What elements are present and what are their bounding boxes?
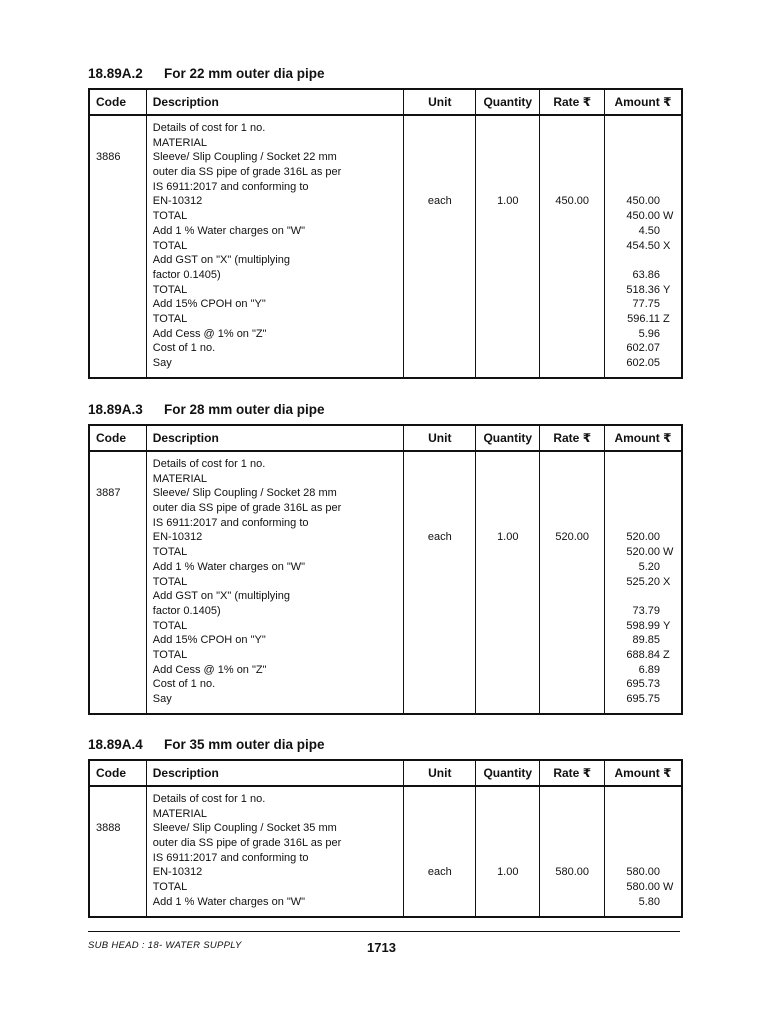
total-marker — [660, 836, 677, 851]
description-line: EN-10312 — [152, 195, 203, 208]
total-marker — [660, 136, 677, 151]
total-marker — [660, 895, 677, 910]
description-line: Add 1 % Water charges on "W" — [152, 895, 306, 908]
quantity-cell — [476, 115, 540, 378]
amount-value: 695.75 — [626, 693, 660, 705]
amount-value: 4.50 — [638, 224, 660, 237]
description-line: Add 15% CPOH on "Y" — [152, 298, 266, 311]
total-marker — [660, 501, 677, 516]
amount-value: 6.89 — [638, 663, 660, 676]
total-marker — [660, 692, 677, 707]
amount-line — [611, 283, 677, 298]
description-line: Sleeve/ Slip Coupling / Socket 22 mm — [152, 151, 337, 164]
rate-value: 450.00 — [555, 195, 590, 208]
amount-line — [611, 501, 677, 516]
total-marker — [660, 150, 677, 165]
amount-line — [611, 165, 677, 180]
description-line: TOTAL — [152, 283, 188, 296]
amount-cell — [604, 115, 682, 378]
header-code: Code — [89, 89, 146, 115]
rate-value: 520.00 — [555, 531, 590, 544]
amount-line — [611, 604, 677, 619]
section-title: For 35 mm outer dia pipe — [164, 737, 325, 752]
description-line: MATERIAL — [152, 472, 207, 485]
section-heading — [88, 737, 325, 752]
header-unit: Unit — [404, 89, 476, 115]
description-line: Add Cess @ 1% on "Z" — [152, 327, 267, 340]
amount-value: 520.00 — [626, 546, 660, 559]
table-row — [89, 115, 682, 378]
amount-line — [611, 648, 677, 663]
quantity-value: 1.00 — [497, 531, 519, 544]
rate-cell — [540, 451, 604, 714]
header-quantity: Quantity — [476, 89, 540, 115]
amount-line — [611, 327, 677, 342]
description-line: Add GST on "X" (multiplying — [152, 254, 290, 267]
total-marker — [660, 268, 677, 283]
unit-cell — [404, 786, 476, 917]
amount-line — [611, 472, 677, 487]
description-cell — [146, 786, 404, 917]
total-marker: X — [663, 575, 671, 588]
table-header-row — [89, 89, 682, 115]
amount-value: 598.99 — [626, 619, 660, 632]
description-line: TOTAL — [152, 239, 188, 252]
amount-value: 520.00 — [626, 531, 660, 544]
amount-line — [611, 851, 677, 866]
total-marker — [660, 851, 677, 866]
unit-value: each — [427, 195, 452, 208]
amount-cell — [604, 451, 682, 714]
header-code: Code — [89, 760, 146, 786]
rate-cell — [540, 115, 604, 378]
total-marker: Z — [663, 648, 670, 661]
description-line: factor 0.1405) — [152, 268, 221, 281]
amount-value: 450.00 — [626, 195, 660, 208]
total-marker: W — [663, 546, 674, 559]
total-marker — [660, 516, 677, 531]
total-marker — [660, 194, 677, 209]
amount-value: 77.75 — [632, 298, 660, 311]
amount-line — [611, 239, 677, 254]
description-line: TOTAL — [152, 312, 188, 325]
section-title: For 28 mm outer dia pipe — [164, 402, 325, 417]
section-number: 18.89A.4 — [88, 737, 143, 752]
amount-line — [611, 530, 677, 545]
header-rate: Rate ₹ — [540, 760, 604, 786]
amount-line — [611, 807, 677, 822]
amount-line — [611, 224, 677, 239]
code-cell — [89, 115, 146, 378]
item-code: 3887 — [96, 487, 121, 500]
amount-value: 454.50 — [626, 239, 660, 252]
header-rate: Rate ₹ — [540, 425, 604, 451]
total-marker — [660, 356, 677, 371]
description-line: MATERIAL — [152, 807, 207, 820]
description-line: Add 15% CPOH on "Y" — [152, 634, 266, 647]
amount-value: 580.00 — [626, 866, 660, 879]
amount-value: 450.00 — [626, 210, 660, 223]
amount-line — [611, 297, 677, 312]
amount-line — [611, 836, 677, 851]
total-marker — [660, 472, 677, 487]
section-heading — [88, 402, 325, 417]
description-line: EN-10312 — [152, 866, 203, 879]
footer-subhead: SUB HEAD : 18- WATER SUPPLY — [88, 940, 242, 951]
amount-line — [611, 356, 677, 371]
amount-line — [611, 180, 677, 195]
total-marker — [660, 486, 677, 501]
description-cell — [146, 451, 404, 714]
description-line: TOTAL — [152, 575, 188, 588]
header-quantity: Quantity — [476, 425, 540, 451]
description-cell — [146, 115, 404, 378]
total-marker: Z — [663, 312, 670, 325]
description-line: Say — [152, 693, 172, 705]
description-line: MATERIAL — [152, 136, 207, 149]
amount-line — [611, 575, 677, 590]
description-line: EN-10312 — [152, 531, 203, 544]
description-line: Cost of 1 no. — [152, 678, 216, 691]
unit-value: each — [427, 866, 452, 879]
quantity-value: 1.00 — [497, 866, 519, 879]
total-marker — [660, 604, 677, 619]
total-marker: Y — [663, 283, 671, 296]
total-marker — [660, 341, 677, 356]
unit-cell — [404, 115, 476, 378]
total-marker: X — [663, 239, 671, 252]
amount-value: 580.00 — [626, 881, 660, 894]
description-line: Cost of 1 no. — [152, 342, 216, 355]
header-unit: Unit — [404, 425, 476, 451]
total-marker — [660, 457, 677, 472]
rate-table — [88, 424, 683, 715]
total-marker — [660, 792, 677, 807]
amount-line — [611, 880, 677, 895]
total-marker — [660, 180, 677, 195]
section-number: 18.89A.2 — [88, 66, 143, 81]
total-marker: W — [663, 881, 674, 894]
total-marker — [660, 165, 677, 180]
table-row — [89, 451, 682, 714]
amount-line — [611, 341, 677, 356]
section-title: For 22 mm outer dia pipe — [164, 66, 325, 81]
page-number: 1713 — [367, 940, 396, 955]
amount-line — [611, 619, 677, 634]
description-line: IS 6911:2017 and conforming to — [152, 516, 309, 529]
description-line: TOTAL — [152, 619, 188, 632]
header-amount: Amount ₹ — [604, 760, 682, 786]
amount-line — [611, 589, 677, 604]
header-code: Code — [89, 425, 146, 451]
description-line: Add 1 % Water charges on "W" — [152, 224, 306, 237]
total-marker — [660, 589, 677, 604]
amount-value: 89.85 — [632, 634, 660, 647]
header-amount: Amount ₹ — [604, 425, 682, 451]
header-rate: Rate ₹ — [540, 89, 604, 115]
amount-line — [611, 633, 677, 648]
header-quantity: Quantity — [476, 760, 540, 786]
description-line: Say — [152, 357, 172, 369]
section-number: 18.89A.3 — [88, 402, 143, 417]
quantity-cell — [476, 786, 540, 917]
code-cell — [89, 451, 146, 714]
item-code: 3888 — [96, 822, 121, 835]
total-marker — [660, 297, 677, 312]
total-marker — [660, 530, 677, 545]
description-line: TOTAL — [152, 546, 188, 559]
rate-table — [88, 88, 683, 379]
description-line: IS 6911:2017 and conforming to — [152, 851, 309, 864]
amount-line — [611, 268, 677, 283]
rate-value: 580.00 — [555, 866, 590, 879]
unit-cell — [404, 451, 476, 714]
amount-value: 695.73 — [626, 678, 660, 691]
amount-value: 73.79 — [632, 604, 660, 617]
amount-line — [611, 677, 677, 692]
header-unit: Unit — [404, 760, 476, 786]
amount-line — [611, 821, 677, 836]
description-line: factor 0.1405) — [152, 604, 221, 617]
amount-line — [611, 150, 677, 165]
quantity-cell — [476, 451, 540, 714]
total-marker — [660, 633, 677, 648]
amount-line — [611, 895, 677, 910]
amount-line — [611, 692, 677, 707]
total-marker: Y — [663, 619, 671, 632]
amount-line — [611, 121, 677, 136]
amount-line — [611, 194, 677, 209]
description-line: TOTAL — [152, 648, 188, 661]
rate-cell — [540, 786, 604, 917]
quantity-value: 1.00 — [497, 195, 519, 208]
description-line: TOTAL — [152, 881, 188, 894]
description-line: outer dia SS pipe of grade 316L as per — [152, 837, 342, 850]
table-row — [89, 786, 682, 917]
amount-line — [611, 792, 677, 807]
amount-line — [611, 457, 677, 472]
footer-divider — [88, 931, 680, 932]
table-header-row — [89, 425, 682, 451]
amount-value: 688.84 — [626, 648, 660, 661]
item-code: 3886 — [96, 151, 121, 164]
total-marker — [660, 677, 677, 692]
amount-line — [611, 486, 677, 501]
amount-line — [611, 136, 677, 151]
description-line: Add GST on "X" (multiplying — [152, 590, 290, 603]
description-line: outer dia SS pipe of grade 316L as per — [152, 166, 342, 179]
amount-value: 5.96 — [638, 327, 660, 340]
total-marker — [660, 865, 677, 880]
description-line: Add 1 % Water charges on "W" — [152, 560, 306, 573]
amount-line — [611, 865, 677, 880]
section-heading — [88, 66, 325, 81]
rate-table — [88, 759, 683, 918]
amount-value: 525.20 — [626, 575, 660, 588]
amount-line — [611, 560, 677, 575]
amount-line — [611, 253, 677, 268]
total-marker — [660, 253, 677, 268]
amount-value: 602.07 — [626, 342, 660, 355]
header-description: Description — [146, 89, 404, 115]
total-marker: W — [663, 210, 674, 223]
amount-line — [611, 545, 677, 560]
description-line: Sleeve/ Slip Coupling / Socket 28 mm — [152, 487, 337, 500]
amount-line — [611, 209, 677, 224]
description-line: Add Cess @ 1% on "Z" — [152, 663, 267, 676]
amount-value: 602.05 — [626, 357, 660, 369]
amount-value: 63.86 — [632, 268, 660, 281]
description-line: Details of cost for 1 no. — [152, 458, 266, 470]
unit-value: each — [427, 531, 452, 544]
total-marker — [660, 821, 677, 836]
total-marker — [660, 663, 677, 678]
amount-value: 596.11 — [627, 312, 660, 325]
amount-value: 518.36 — [626, 283, 660, 296]
amount-value: 5.80 — [638, 895, 660, 908]
amount-line — [611, 516, 677, 531]
amount-line — [611, 663, 677, 678]
description-line: outer dia SS pipe of grade 316L as per — [152, 502, 342, 515]
table-header-row — [89, 760, 682, 786]
description-line: Sleeve/ Slip Coupling / Socket 35 mm — [152, 822, 337, 835]
code-cell — [89, 786, 146, 917]
amount-value: 5.20 — [638, 560, 660, 573]
total-marker — [660, 121, 677, 136]
total-marker — [660, 327, 677, 342]
description-line: TOTAL — [152, 210, 188, 223]
total-marker — [660, 224, 677, 239]
amount-cell — [604, 786, 682, 917]
amount-line — [611, 312, 677, 327]
description-line: IS 6911:2017 and conforming to — [152, 180, 309, 193]
header-amount: Amount ₹ — [604, 89, 682, 115]
total-marker — [660, 560, 677, 575]
header-description: Description — [146, 760, 404, 786]
description-line: Details of cost for 1 no. — [152, 122, 266, 134]
description-line: Details of cost for 1 no. — [152, 793, 266, 805]
total-marker — [660, 807, 677, 822]
header-description: Description — [146, 425, 404, 451]
